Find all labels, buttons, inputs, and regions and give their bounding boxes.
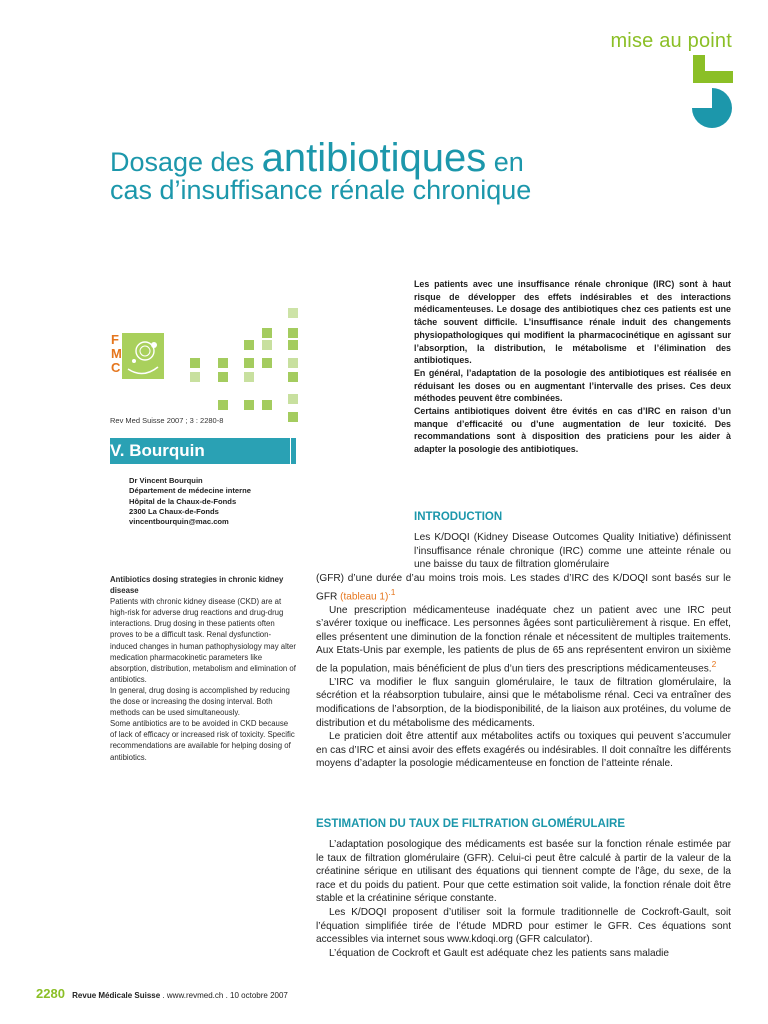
lead-paragraph: En général, l’adaptation de la posologie des antibiotiques est réalisée en réduisant les doses ou en augmentant l’intervalle des prises. Ces deux méthodes peuvent être combinées. — [414, 367, 731, 404]
issue-date: 10 octobre 2007 — [230, 991, 288, 1000]
english-abstract-paragraph: Some antibiotics are to be avoided in CKD because of lack of efficacy or increased risk of toxicity. Specific recommendations are available for helping dosing of antibiotics. — [110, 719, 295, 762]
affiliation-line: 2300 La Chaux-de-Fonds — [129, 506, 219, 516]
journal-logo-icon — [691, 55, 733, 129]
english-abstract-paragraph: Patients with chronic kidney disease (CKD) are at high-risk for adverse drug reactions and drug-drug interactions. Drug dosing in these patients often proves to be a difficult task. Renal dysfunction-induced changes in human pathophysiology may alter medication pharmacokinetic parameters like absorption, distribution, metabolism and elimination of antibiotics. — [110, 597, 296, 684]
page-footer: 2280 Revue Médicale Suisse . www.revmed.ch . 10 octobre 2007 — [36, 986, 288, 1001]
english-abstract — [110, 574, 296, 763]
body-paragraph: Le praticien doit être attentif aux métabolites actifs ou toxiques qui peuvent s’accumuler en cas d’IRC et ainsi avoir des effets exagérés ou indésirables. Il doit connaître les différents moyens d’adapter la posologie médicamenteuse en fonction de l’atteinte rénale. — [316, 731, 731, 770]
lead-abstract — [414, 278, 731, 456]
table-reference-link[interactable]: (tableau 1) — [340, 590, 389, 602]
introduction-body — [316, 572, 731, 771]
english-abstract-title: Antibiotics dosing strategies in chronic kidney disease — [110, 575, 284, 596]
section-tag: mise au point — [610, 30, 732, 52]
fmc-logo-icon — [122, 333, 164, 379]
citation: Rev Med Suisse 2007 ; 3 : 2280-8 — [110, 416, 224, 425]
body-paragraph: L’IRC va modifier le flux sanguin glomérulaire, le taux de filtration glomérulaire, la sécrétion et la réabsorption tubulaire, ainsi que le métabolisme rénal. Ceci va entraîner des modifications de l’absorption, de la biodisponibilité, de la liaison aux protéines, du volume de distribution et du métabolisme des médicaments. — [316, 676, 731, 729]
author-bar — [110, 438, 298, 464]
journal-website: www.revmed.ch — [166, 991, 224, 1000]
affiliation-line: Hôpital de la Chaux-de-Fonds — [129, 496, 237, 506]
article-title-line1: Dosage des antibiotiques en — [110, 136, 524, 180]
fmc-logo-letters: F M C — [111, 332, 122, 375]
author-affiliation — [129, 476, 251, 527]
section-heading-introduction: INTRODUCTION — [414, 511, 503, 523]
author-email: vincentbourquin@mac.com — [129, 517, 229, 527]
article-title-line2: cas d’insuffisance rénale chronique — [110, 175, 532, 205]
lead-paragraph: Certains antibiotiques doivent être évités en cas d’IRC en raison d’un manque d’efficacité ou d’une augmentation de leur toxicité. Des recommandations sont à disposition des praticiens pour les aider à adapter la posologie des antibiotiques. — [414, 406, 731, 455]
estimation-body — [316, 838, 731, 960]
body-paragraph: L’équation de Cockroft et Gault est adéquate chez les patients sans maladie — [329, 947, 670, 959]
body-paragraph: Une prescription médicamenteuse inadéquate chez un patient avec une IRC peut s’avérer toxique ou inefficace. Les personnes âgées sont particulièrement à risque. En effet, elles présentent une diminution de la fonction rénale et nécessitent de multiples traitements. Aux Etats-Unis par exemple, les patients de plus de 65 ans représentent environ un sixième de la population, mais bénéficient de plus d’un tiers des prescriptions médicamenteuses.$^2$ — [316, 604, 731, 675]
affiliation-line: Dr Vincent Bourquin — [129, 476, 203, 485]
journal-name: Revue Médicale Suisse — [72, 991, 161, 1000]
body-paragraph: Les K/DOQI proposent d’utiliser soit la formule traditionnelle de Cockroft-Gault, soit l’équation simplifiée tirée de l’étude MDRD pour estimer le GFR. Ces équations sont accessibles via internet sous www.kdoqi.org (GFR calculator). — [316, 906, 731, 946]
lead-paragraph: Les patients avec une insuffisance rénale chronique (IRC) sont à haut risque de développer des effets indésirables et des interactions médicamenteuses. Le dosage des antibiotiques chez ces patients est une tâche souvent difficile. L’insuffisance rénale induit des changements physiopathologiques qui modifient la pharmacocinétique en agissant sur l’absorption, la distribution, le métabolisme et l’élimination des antibiotiques. — [414, 279, 731, 366]
body-paragraph: L’adaptation posologique des médicaments est basée sur la fonction rénale estimée par le taux de filtration glomérulaire (GFR). Celui-ci peut être calculé à partir de la valeur de la créatinine sérique en utilisant des équations qui tiennent compte de l’âge, du sexe, de la race et du poids du patient. Pour que cette estimation soit valide, la fonction rénale doit être stable et la créatinine sérique constante. — [316, 839, 731, 905]
introduction-first-lines: Les K/DOQI (Kidney Disease Outcomes Quality Initiative) définissent l’insuffisance rénale chronique (IRC) comme une atteinte rénale ou une baisse du taux de filtration glomérulaire — [414, 532, 731, 571]
page-number: 2280 — [36, 986, 65, 1001]
affiliation-line: Département de médecine interne — [129, 486, 251, 496]
english-abstract-paragraph: In general, drug dosing is accomplished by reducing the dose or increasing the dosing interval. Both methods can be used simultaneously. — [110, 685, 290, 718]
author-name: V. Bourquin — [110, 441, 205, 460]
section-heading-estimation: ESTIMATION DU TAUX DE FILTRATION GLOMÉRULAIRE — [316, 818, 625, 830]
body-paragraph: (GFR) d’une durée d’au moins trois mois. Les stades d’IRC des K/DOQI sont basés sur le GFR (tableau 1)$^{.1}$ — [316, 573, 731, 602]
